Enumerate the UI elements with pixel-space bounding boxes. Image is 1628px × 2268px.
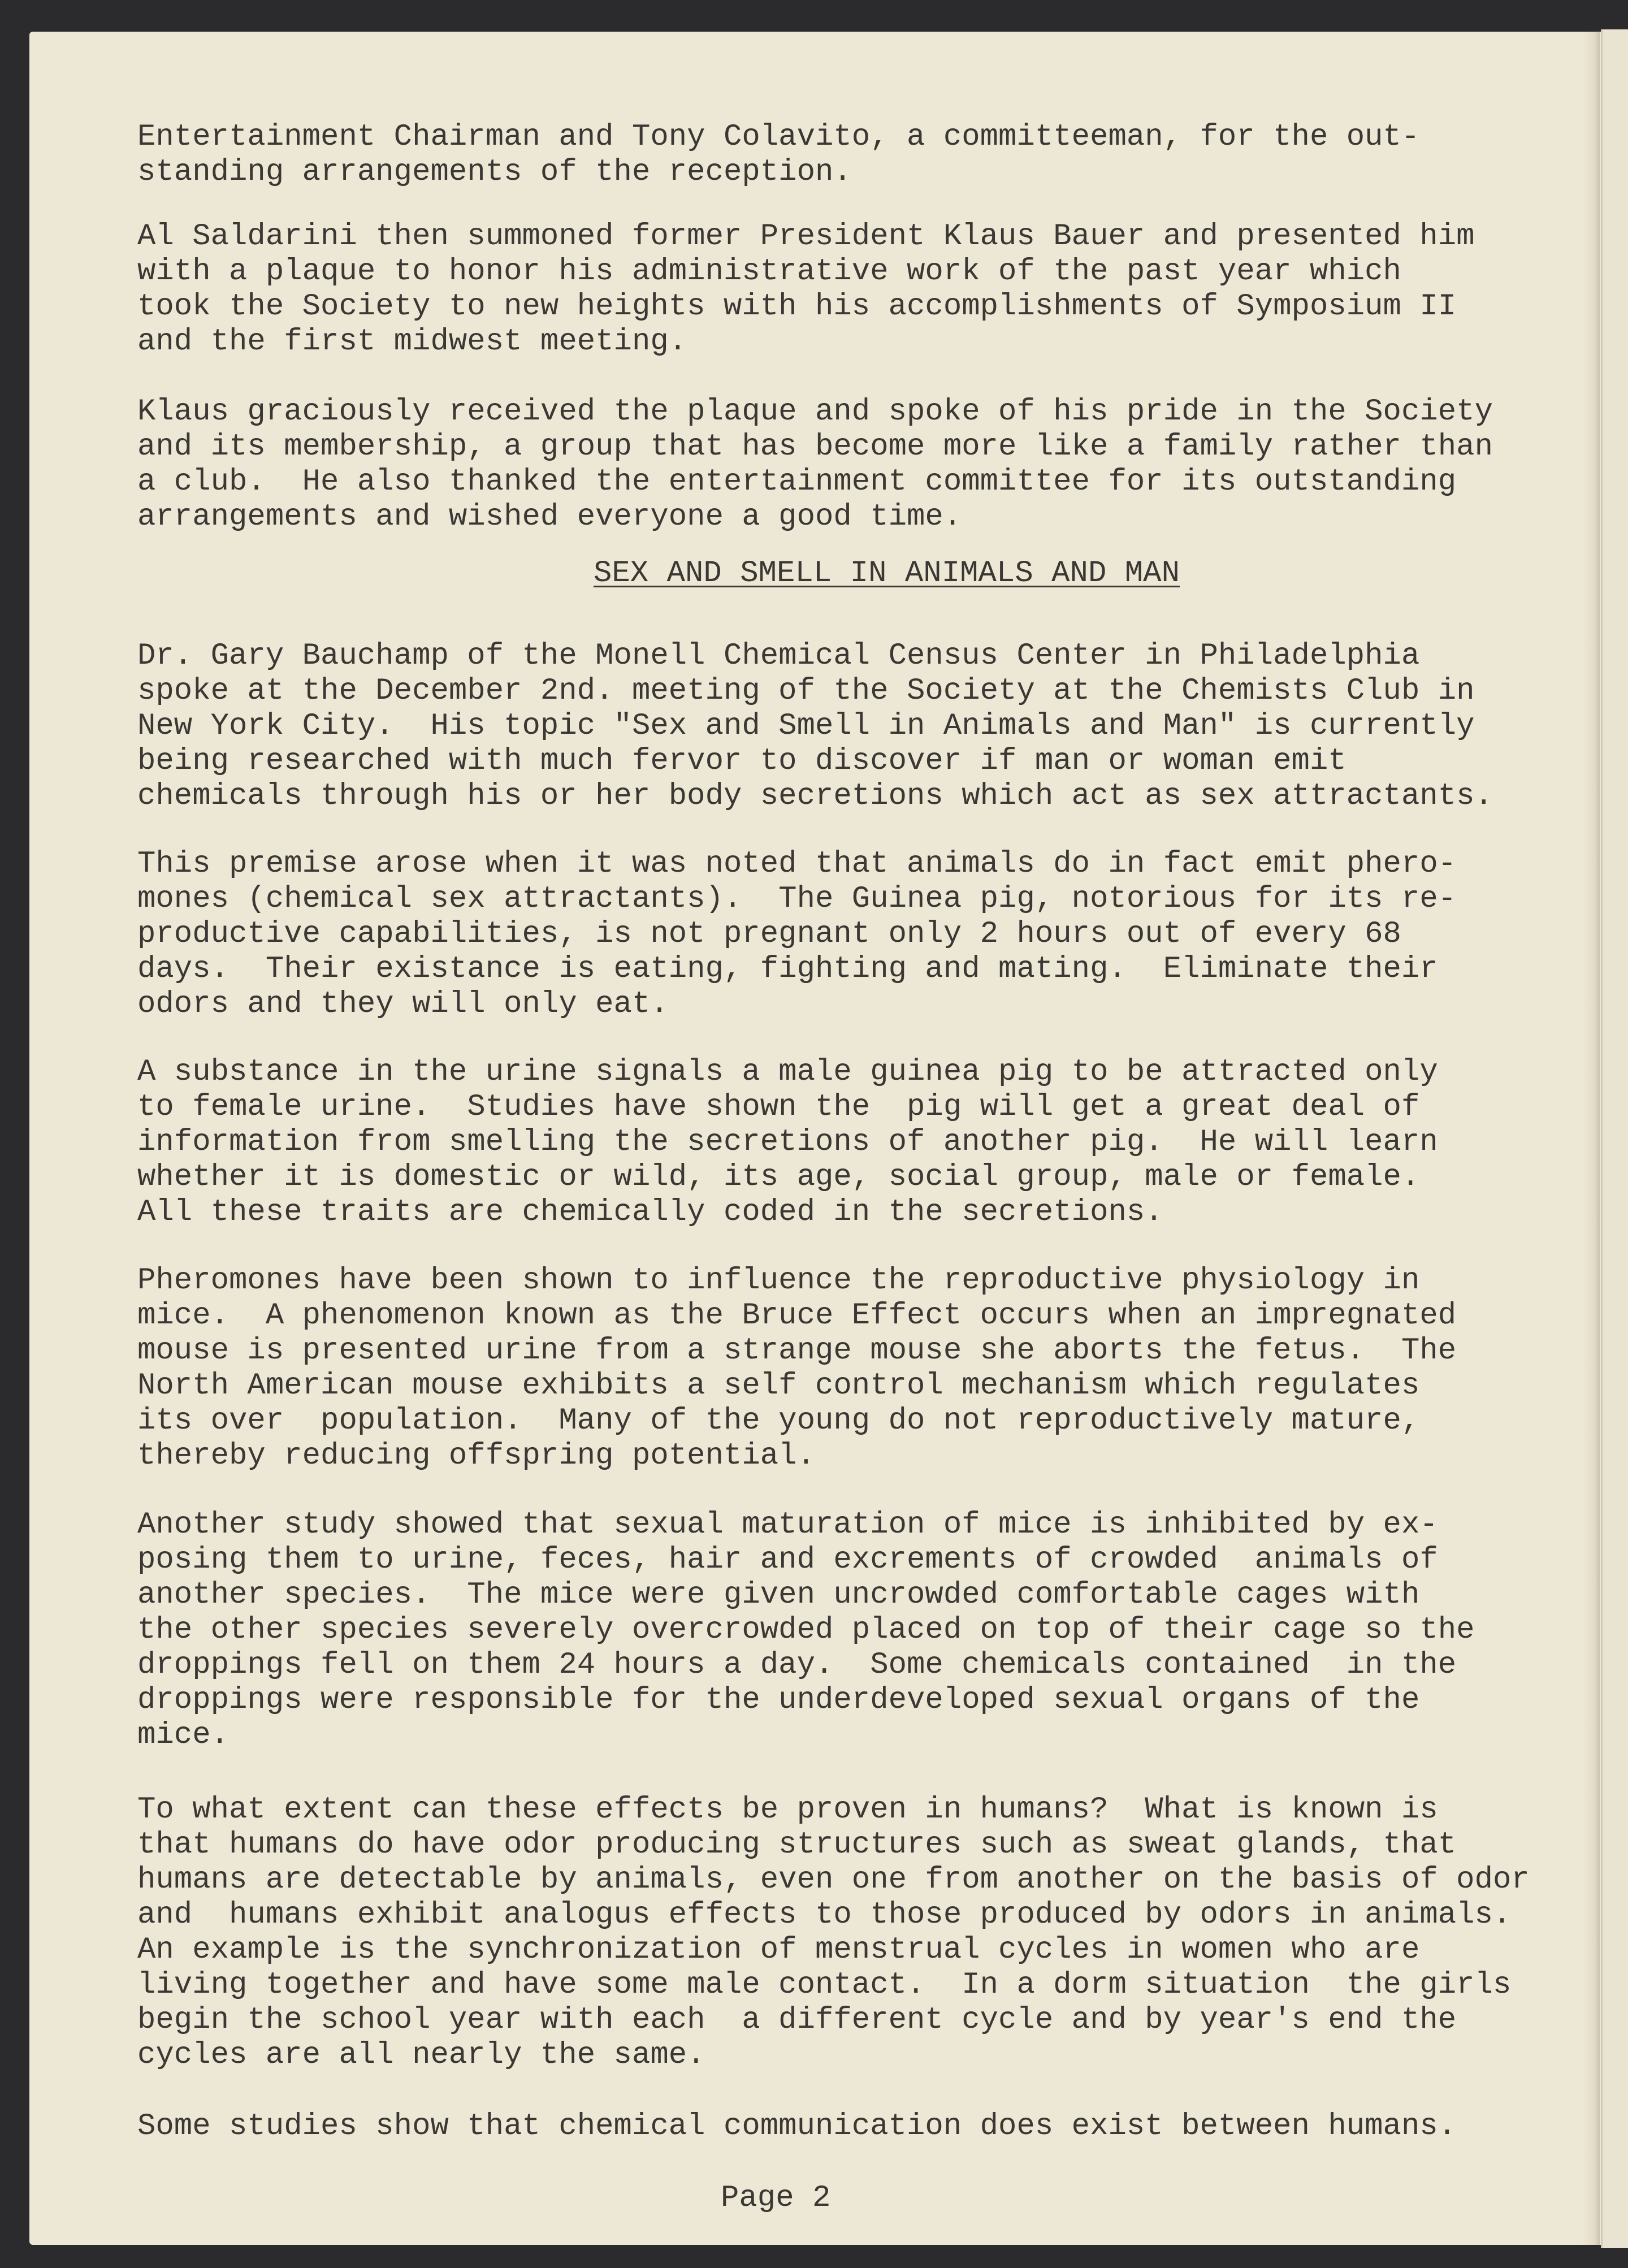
paragraph-2-line: Al Saldarini then summoned former President Klaus Bauer and presented him <box>137 219 1475 254</box>
paragraph-8-line: mice. <box>137 1718 230 1752</box>
paragraph-4-line: chemicals through his or her body secretions which act as sex attractants. <box>137 779 1493 813</box>
paragraph-8-line: another species. The mice were given uncrowded comfortable cages with <box>137 1578 1420 1612</box>
paragraph-9-line: and humans exhibit analogus effects to those produced by odors in animals. <box>137 1898 1512 1932</box>
paragraph-5-line: odors and they will only eat. <box>137 987 669 1022</box>
paragraph-3-line: Klaus graciously received the plaque and spoke of his pride in the Society <box>137 395 1493 429</box>
paragraph-1-line: standing arrangements of the reception. <box>137 155 852 189</box>
paragraph-8-line: droppings fell on them 24 hours a day. Some chemicals contained in the <box>137 1648 1457 1682</box>
paragraph-6-line: whether it is domestic or wild, its age, social group, male or female. <box>137 1160 1420 1194</box>
paragraph-7-line: its over population. Many of the young do not reproductively mature, <box>137 1404 1420 1438</box>
paragraph-2-line: took the Society to new heights with his accomplishments of Symposium II <box>137 289 1457 324</box>
paragraph-6-line: information from smelling the secretions of another pig. He will learn <box>137 1125 1438 1159</box>
paragraph-8-line: droppings were responsible for the underdeveloped sexual organs of the <box>137 1683 1420 1717</box>
paragraph-8-line: Another study showed that sexual maturation of mice is inhibited by ex- <box>137 1508 1438 1542</box>
paragraph-6-line: All these traits are chemically coded in the secretions. <box>137 1195 1163 1230</box>
paragraph-4-line: Dr. Gary Bauchamp of the Monell Chemical Census Center in Philadelphia <box>137 639 1420 673</box>
adjacent-page-edge <box>1601 29 1628 2248</box>
paragraph-4-line: spoke at the December 2nd. meeting of the Society at the Chemists Club in <box>137 674 1475 708</box>
paragraph-1-line: Entertainment Chairman and Tony Colavito, a committeeman, for the out- <box>137 120 1420 154</box>
paragraph-9-line: that humans do have odor producing structures such as sweat glands, that <box>137 1828 1457 1862</box>
paragraph-4-line: New York City. His topic "Sex and Smell in Animals and Man" is currently <box>137 709 1475 743</box>
paragraph-9-line: cycles are all nearly the same. <box>137 2038 705 2072</box>
paragraph-9-line: An example is the synchronization of menstrual cycles in women who are <box>137 1933 1420 1967</box>
paragraph-9-line: To what extent can these effects be proven in humans? What is known is <box>137 1793 1438 1827</box>
paragraph-3-line: arrangements and wished everyone a good time. <box>137 500 962 534</box>
paragraph-2-line: and the first midwest meeting. <box>137 324 687 359</box>
paragraph-7-line: thereby reducing offspring potential. <box>137 1439 815 1473</box>
paragraph-4-line: being researched with much fervor to discover if man or woman emit <box>137 744 1346 778</box>
paragraph-2-line: with a plaque to honor his administrative work of the past year which <box>137 254 1401 289</box>
section-heading: SEX AND SMELL IN ANIMALS AND MAN <box>594 556 1180 591</box>
paragraph-9-line: living together and have some male contact. In a dorm situation the girls <box>137 1968 1512 2002</box>
paragraph-3-line: a club. He also thanked the entertainment committee for its outstanding <box>137 465 1457 499</box>
page-fold <box>1583 32 1600 2245</box>
paragraph-6-line: A substance in the urine signals a male guinea pig to be attracted only <box>137 1055 1438 1089</box>
paragraph-5-line: productive capabilities, is not pregnant only 2 hours out of every 68 <box>137 917 1401 951</box>
paragraph-5-line: mones (chemical sex attractants). The Guinea pig, notorious for its re- <box>137 882 1457 916</box>
paragraph-8-line: the other species severely overcrowded placed on top of their cage so the <box>137 1613 1475 1647</box>
paragraph-7-line: Pheromones have been shown to influence the reproductive physiology in <box>137 1263 1420 1298</box>
paragraph-5-line: days. Their existance is eating, fighting and mating. Eliminate their <box>137 952 1438 986</box>
paragraph-8-line: posing them to urine, feces, hair and excrements of crowded animals of <box>137 1543 1438 1577</box>
paragraph-7-line: North American mouse exhibits a self control mechanism which regulates <box>137 1369 1420 1403</box>
page-number: Page 2 <box>721 2181 831 2215</box>
paragraph-9-line: begin the school year with each a different cycle and by year's end the <box>137 2003 1457 2037</box>
paragraph-3-line: and its membership, a group that has become more like a family rather than <box>137 430 1493 464</box>
paragraph-10-line: Some studies show that chemical communication does exist between humans. <box>137 2109 1457 2144</box>
paragraph-9-line: humans are detectable by animals, even one from another on the basis of odor <box>137 1863 1530 1897</box>
paragraph-6-line: to female urine. Studies have shown the pig will get a great deal of <box>137 1090 1420 1124</box>
paragraph-5-line: This premise arose when it was noted that animals do in fact emit phero- <box>137 847 1457 881</box>
paragraph-7-line: mouse is presented urine from a strange mouse she aborts the fetus. The <box>137 1334 1457 1368</box>
paragraph-7-line: mice. A phenomenon known as the Bruce Effect occurs when an impregnated <box>137 1299 1457 1333</box>
